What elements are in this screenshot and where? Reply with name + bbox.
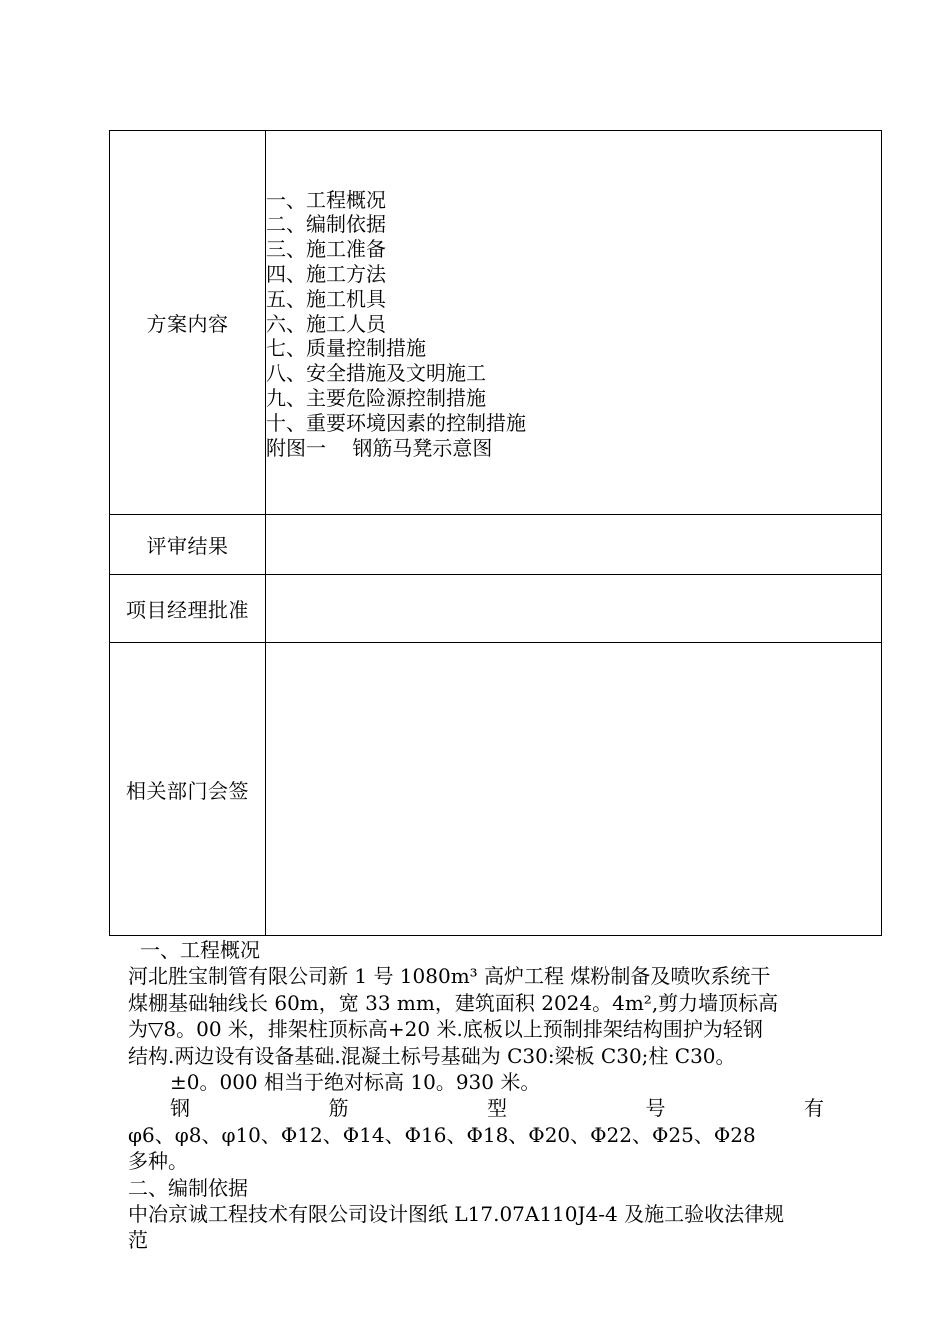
toc-item: 八、安全措施及文明施工	[266, 361, 486, 386]
pm-approval-cell	[266, 575, 882, 643]
paragraph-line: 结构.两边设有设备基础.混凝土标号基础为 C30:梁板 C30;柱 C30。	[128, 1043, 736, 1068]
form-row-dept-signoff	[110, 643, 882, 936]
approval-form-table	[109, 130, 882, 936]
document-body	[128, 937, 824, 1254]
plan-content-cell	[266, 131, 882, 515]
toc-item: 五、施工机具	[266, 286, 386, 311]
section-heading-basis: 二、编制依据	[128, 1175, 248, 1200]
form-row-pm-approval	[110, 575, 882, 643]
spread-char: 号	[645, 1096, 666, 1121]
dept-signoff-cell	[266, 643, 882, 936]
review-result-cell	[266, 515, 882, 575]
toc-item: 六、施工人员	[266, 311, 386, 336]
section-heading-overview: 一、工程概况	[140, 938, 260, 962]
spread-char: 钢	[170, 1096, 190, 1121]
paragraph-line: 多种。	[128, 1149, 188, 1174]
paragraph-line: 河北胜宝制管有限公司新 1 号 1080m³ 高炉工程 煤粉制备及喷吹系统干	[128, 964, 771, 989]
spread-char: 型	[487, 1096, 507, 1121]
spread-char: 有	[804, 1096, 824, 1121]
paragraph-line: 为▽8。00 米，排架柱顶标高+20 米.底板以上预制排架结构围护为轻钢	[128, 1017, 763, 1042]
toc-item: 七、质量控制措施	[266, 336, 426, 361]
paragraph-line: 中冶京诚工程技术有限公司设计图纸 L17.07A110J4-4 及施工验收法律规	[128, 1202, 785, 1227]
label-dept-signoff: 相关部门会签	[110, 643, 266, 936]
paragraph-line: 范	[128, 1228, 148, 1253]
paragraph-rebar-sizes: φ6、φ8、φ10、Φ12、Φ14、Φ16、Φ18、Φ20、Φ22、Φ25、Φ28	[128, 1122, 756, 1147]
form-row-review-result	[110, 515, 882, 575]
paragraph-elevation: ±0。000 相当于绝对标高 10。930 米。	[170, 1070, 541, 1095]
form-row-plan-content	[110, 131, 882, 515]
paragraph-line: 煤棚基础轴线长 60m，宽 33 mm，建筑面积 2024。4m²,剪力墙顶标高	[128, 990, 779, 1015]
label-plan-content: 方案内容	[110, 131, 266, 515]
toc-item: 三、施工准备	[266, 237, 386, 262]
toc-item: 十、重要环境因素的控制措施	[266, 410, 526, 435]
spread-char: 筋	[328, 1096, 349, 1121]
label-review-result: 评审结果	[110, 515, 266, 575]
toc-item: 九、主要危险源控制措施	[266, 385, 486, 410]
toc-item: 附图一 钢筋马凳示意图	[266, 435, 493, 460]
label-pm-approval: 项目经理批准	[110, 575, 266, 643]
toc-item: 二、编制依据	[266, 212, 386, 237]
toc-item: 一、工程概况	[266, 187, 386, 212]
toc-item: 四、施工方法	[266, 262, 386, 286]
plan-toc-list	[266, 185, 881, 461]
paragraph-rebar-spread	[128, 1095, 824, 1121]
